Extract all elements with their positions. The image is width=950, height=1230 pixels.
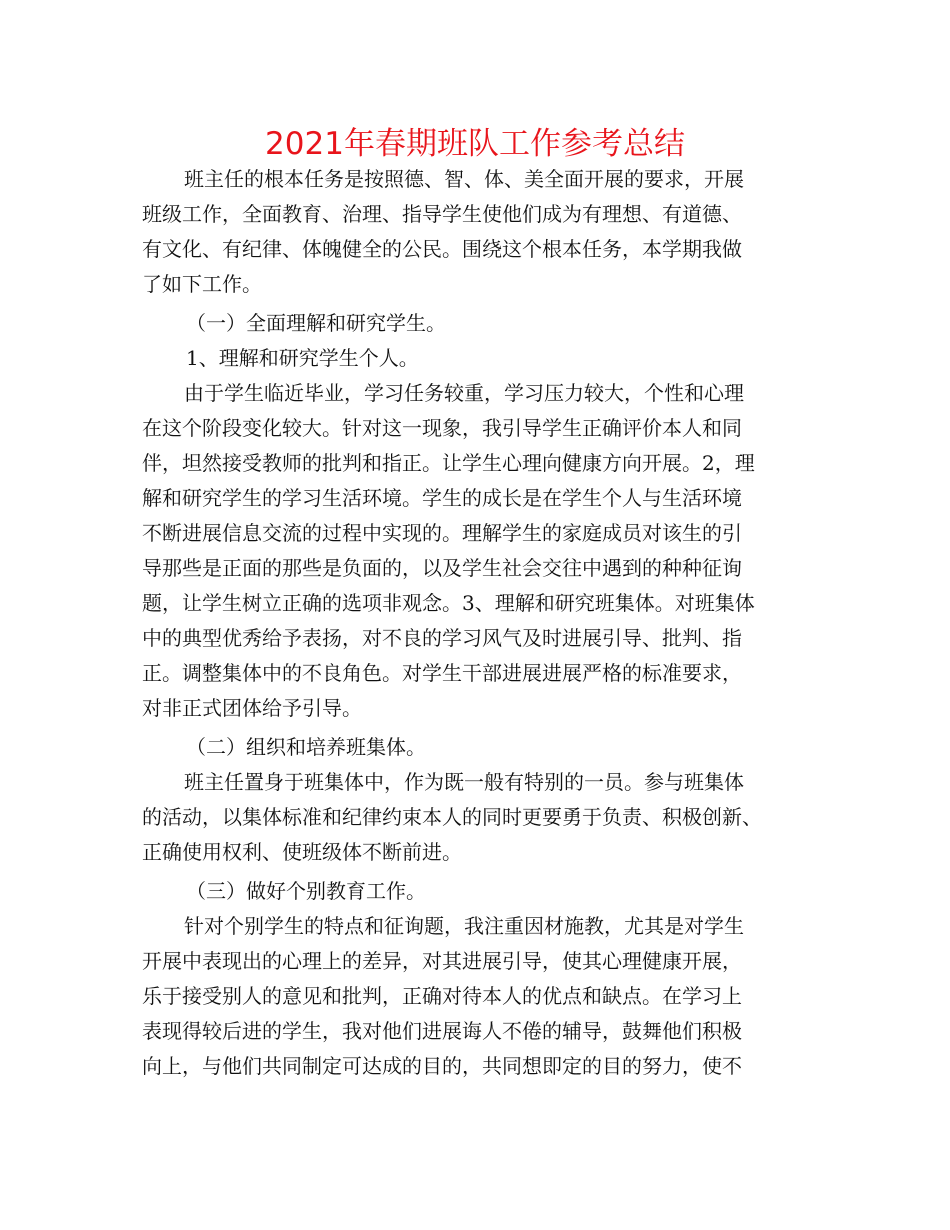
paragraph-line: 开展中表现出的心理上的差异，对其进展引导，使其心理健康开展，	[142, 949, 742, 973]
paragraph-line: 乐于接受别人的意见和批判，正确对待本人的优点和缺点。在学习上	[142, 984, 742, 1008]
paragraph-line: 有文化、有纪律、体魄健全的公民。围绕这个根本任务，本学期我做	[142, 237, 742, 261]
paragraph-line: 题，让学生树立正确的选项非观念。3、理解和研究班集体。对班集体	[142, 591, 755, 615]
paragraph-line: 的活动，以集体标准和纪律约束本人的同时更要勇于负责、积极创新、	[142, 805, 762, 829]
section-heading: （二）组织和培养班集体。	[186, 735, 426, 759]
section-heading: （三）做好个别教育工作。	[186, 879, 426, 903]
paragraph-line: 在这个阶段变化较大。针对这一现象，我引导学生正确评价本人和同	[142, 416, 742, 440]
paragraph-line: 针对个别学生的特点和征询题，我注重因材施教，尤其是对学生	[184, 914, 744, 938]
section-heading: （一）全面理解和研究学生。	[186, 311, 446, 335]
paragraph-line: 对非正式团体给予引导。	[142, 696, 362, 720]
paragraph-line: 正确使用权利、使班级体不断前进。	[142, 840, 462, 864]
paragraph-line: 向上，与他们共同制定可达成的目的，共同想即定的目的努力，使不	[142, 1054, 742, 1078]
paragraph-line: 伴，坦然接受教师的批判和指正。让学生心理向健康方向开展。2，理	[142, 451, 755, 475]
paragraph-line: 中的典型优秀给予表扬，对不良的学习风气及时进展引导、批判、指	[142, 626, 742, 650]
paragraph-line: 不断进展信息交流的过程中实现的。理解学生的家庭成员对该生的引	[142, 521, 742, 545]
paragraph-line: 班主任置身于班集体中，作为既一般有特别的一员。参与班集体	[184, 770, 744, 794]
paragraph-line: 导那些是正面的那些是负面的，以及学生社会交往中遇到的种种征询	[142, 556, 742, 580]
subsection-heading: 1、理解和研究学生个人。	[186, 346, 419, 370]
paragraph-line: 了如下工作。	[142, 272, 262, 296]
paragraph-line: 表现得较后进的学生，我对他们进展诲人不倦的辅导，鼓舞他们积极	[142, 1019, 742, 1043]
document-title: 2021年春期班队工作参考总结	[265, 126, 685, 162]
paragraph-line: 由于学生临近毕业，学习任务较重，学习压力较大，个性和心理	[184, 381, 744, 405]
paragraph-line: 解和研究学生的学习生活环境。学生的成长是在学生个人与生活环境	[142, 486, 742, 510]
paragraph-line: 正。调整集体中的不良角色。对学生干部进展进展严格的标准要求，	[142, 661, 742, 685]
paragraph-line: 班主任的根本任务是按照德、智、体、美全面开展的要求，开展	[184, 167, 744, 191]
paragraph-line: 班级工作，全面教育、治理、指导学生使他们成为有理想、有道德、	[142, 202, 742, 226]
